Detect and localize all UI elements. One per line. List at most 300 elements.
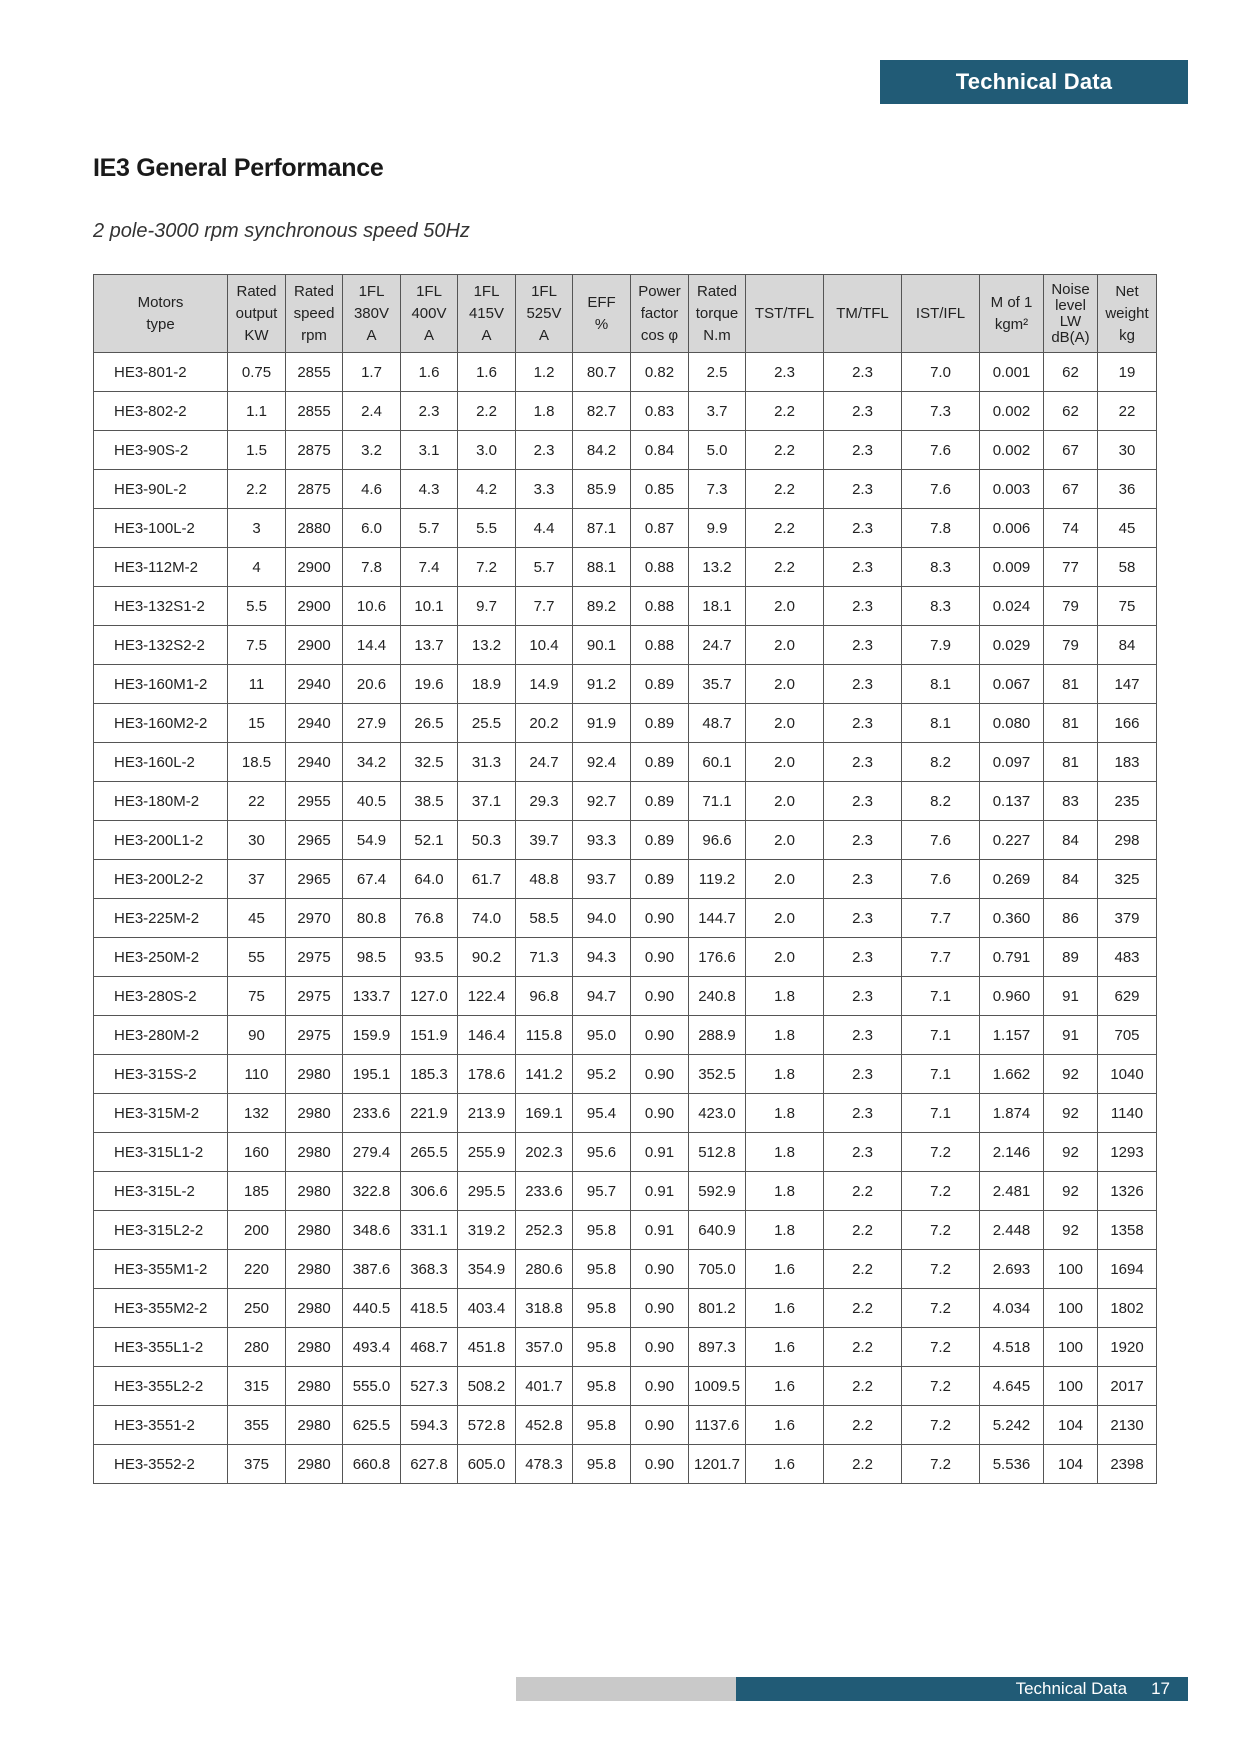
table-cell: 48.7	[689, 704, 746, 743]
table-cell: 2.0	[746, 860, 824, 899]
table-cell: 55	[228, 938, 286, 977]
page-title: IE3 General Performance	[93, 154, 384, 182]
table-cell: 7.8	[343, 548, 401, 587]
performance-table	[93, 274, 1157, 1484]
table-cell: 4.2	[458, 470, 516, 509]
table-cell: 95.0	[573, 1016, 631, 1055]
table-cell: 2940	[286, 704, 343, 743]
table-cell: 2965	[286, 821, 343, 860]
column-header-line: A	[481, 326, 492, 344]
table-cell: 45	[1098, 509, 1157, 548]
table-cell: 9.9	[689, 509, 746, 548]
table-cell: 104	[1044, 1406, 1098, 1445]
table-row	[94, 1445, 1157, 1484]
table-cell: 2.4	[343, 392, 401, 431]
column-header-line: 1FL	[531, 282, 557, 300]
table-cell: 80.7	[573, 353, 631, 392]
table-cell: 452.8	[516, 1406, 573, 1445]
table-cell: 348.6	[343, 1211, 401, 1250]
table-cell: 1.8	[746, 1133, 824, 1172]
table-cell: 2.3	[824, 860, 902, 899]
table-cell: 89.2	[573, 587, 631, 626]
table-cell: 250	[228, 1289, 286, 1328]
table-cell: 45	[228, 899, 286, 938]
table-cell: 185.3	[401, 1055, 458, 1094]
table-cell: 2875	[286, 431, 343, 470]
footer-bar	[736, 1677, 1188, 1701]
table-cell: 3.1	[401, 431, 458, 470]
table-cell: 7.5	[228, 626, 286, 665]
table-cell: 0.89	[631, 743, 689, 782]
table-cell: 8.1	[902, 704, 980, 743]
table-cell: 92	[1044, 1211, 1098, 1250]
table-cell: 93.7	[573, 860, 631, 899]
table-cell: 76.8	[401, 899, 458, 938]
table-cell: 1.7	[343, 353, 401, 392]
table-cell: 104	[1044, 1445, 1098, 1484]
table-cell: 235	[1098, 782, 1157, 821]
motor-type-cell: HE3-100L-2	[94, 509, 228, 548]
column-header-line: IST/IFL	[915, 304, 966, 322]
table-row	[94, 1094, 1157, 1133]
table-row	[94, 1406, 1157, 1445]
motor-type-cell: HE3-280M-2	[94, 1016, 228, 1055]
table-cell: 7.1	[902, 1055, 980, 1094]
footer-label: Technical Data	[1015, 1679, 1128, 1698]
table-cell: 7.7	[902, 938, 980, 977]
table-cell: 368.3	[401, 1250, 458, 1289]
table-cell: 508.2	[458, 1367, 516, 1406]
table-cell: 2.0	[746, 743, 824, 782]
table-cell: 2970	[286, 899, 343, 938]
table-cell: 2.2	[824, 1211, 902, 1250]
table-cell: 0.227	[980, 821, 1044, 860]
table-cell: 74	[1044, 509, 1098, 548]
table-cell: 0.90	[631, 938, 689, 977]
table-cell: 122.4	[458, 977, 516, 1016]
table-cell: 4.034	[980, 1289, 1044, 1328]
table-cell: 84	[1098, 626, 1157, 665]
table-cell: 252.3	[516, 1211, 573, 1250]
table-cell: 110	[228, 1055, 286, 1094]
table-cell: 2.3	[746, 353, 824, 392]
table-cell: 133.7	[343, 977, 401, 1016]
column-header-line: type	[146, 315, 175, 333]
table-cell: 93.5	[401, 938, 458, 977]
column-header-line: M of 1	[990, 293, 1033, 311]
table-cell: 8.3	[902, 587, 980, 626]
table-cell: 2.2	[228, 470, 286, 509]
table-cell: 2.3	[824, 1055, 902, 1094]
column-header-line: TST/TFL	[754, 304, 815, 322]
table-cell: 75	[1098, 587, 1157, 626]
table-cell: 92	[1044, 1172, 1098, 1211]
table-cell: 132	[228, 1094, 286, 1133]
table-cell: 0.90	[631, 1328, 689, 1367]
motor-type-cell: HE3-355L1-2	[94, 1328, 228, 1367]
table-cell: 2.0	[746, 626, 824, 665]
table-cell: 7.2	[902, 1172, 980, 1211]
table-cell: 3	[228, 509, 286, 548]
table-cell: 7.6	[902, 431, 980, 470]
table-cell: 1.8	[516, 392, 573, 431]
column-header-line: 525V	[526, 304, 562, 322]
column-header-line: %	[594, 315, 609, 333]
table-cell: 147	[1098, 665, 1157, 704]
table-cell: 627.8	[401, 1445, 458, 1484]
table-cell: 2855	[286, 353, 343, 392]
table-cell: 2980	[286, 1211, 343, 1250]
table-cell: 60.1	[689, 743, 746, 782]
table-cell: 2.3	[824, 1094, 902, 1133]
column-header-line: speed	[293, 304, 335, 322]
table-cell: 54.9	[343, 821, 401, 860]
table-cell: 90.1	[573, 626, 631, 665]
table-cell: 2900	[286, 587, 343, 626]
table-cell: 2.2	[824, 1289, 902, 1328]
table-cell: 605.0	[458, 1445, 516, 1484]
table-cell: 91	[1044, 1016, 1098, 1055]
table-cell: 640.9	[689, 1211, 746, 1250]
table-cell: 7.2	[902, 1250, 980, 1289]
column-header-line: output	[235, 304, 278, 322]
table-cell: 81	[1044, 665, 1098, 704]
table-cell: 100	[1044, 1289, 1098, 1328]
table-cell: 27.9	[343, 704, 401, 743]
table-cell: 38.5	[401, 782, 458, 821]
table-row	[94, 1016, 1157, 1055]
table-cell: 2940	[286, 665, 343, 704]
table-cell: 52.1	[401, 821, 458, 860]
column-header-line: Rated	[236, 282, 277, 300]
table-cell: 0.91	[631, 1172, 689, 1211]
table-cell: 98.5	[343, 938, 401, 977]
motor-type-cell: HE3-225M-2	[94, 899, 228, 938]
header-row	[94, 275, 1157, 353]
table-cell: 50.3	[458, 821, 516, 860]
table-cell: 19	[1098, 353, 1157, 392]
table-cell: 7.6	[902, 860, 980, 899]
table-cell: 0.87	[631, 509, 689, 548]
table-cell: 403.4	[458, 1289, 516, 1328]
table-cell: 1.6	[746, 1406, 824, 1445]
table-cell: 84	[1044, 821, 1098, 860]
table-cell: 705.0	[689, 1250, 746, 1289]
column-header-line: KW	[244, 326, 269, 344]
table-cell: 1293	[1098, 1133, 1157, 1172]
table-cell: 0.89	[631, 704, 689, 743]
table-cell: 94.3	[573, 938, 631, 977]
table-cell: 7.1	[902, 977, 980, 1016]
table-row	[94, 1211, 1157, 1250]
table-cell: 306.6	[401, 1172, 458, 1211]
table-cell: 4.645	[980, 1367, 1044, 1406]
table-cell: 357.0	[516, 1328, 573, 1367]
table-cell: 84.2	[573, 431, 631, 470]
column-header-line: level	[1055, 296, 1086, 314]
table-cell: 0.006	[980, 509, 1044, 548]
table-cell: 2.3	[824, 938, 902, 977]
table-cell: 279.4	[343, 1133, 401, 1172]
table-cell: 2900	[286, 548, 343, 587]
table-cell: 2980	[286, 1172, 343, 1211]
motor-type-cell: HE3-280S-2	[94, 977, 228, 1016]
table-cell: 555.0	[343, 1367, 401, 1406]
table-cell: 352.5	[689, 1055, 746, 1094]
table-cell: 2.3	[824, 665, 902, 704]
table-cell: 22	[228, 782, 286, 821]
column-header	[343, 275, 401, 353]
table-cell: 5.242	[980, 1406, 1044, 1445]
table-cell: 572.8	[458, 1406, 516, 1445]
table-cell: 24.7	[689, 626, 746, 665]
table-cell: 0.75	[228, 353, 286, 392]
table-cell: 2.3	[824, 353, 902, 392]
table-cell: 1140	[1098, 1094, 1157, 1133]
table-cell: 2.2	[824, 1406, 902, 1445]
table-row	[94, 548, 1157, 587]
table-cell: 176.6	[689, 938, 746, 977]
table-cell: 95.7	[573, 1172, 631, 1211]
table-cell: 31.3	[458, 743, 516, 782]
table-cell: 2017	[1098, 1367, 1157, 1406]
table-cell: 74.0	[458, 899, 516, 938]
column-header-line: 1FL	[416, 282, 442, 300]
table-cell: 79	[1044, 587, 1098, 626]
table-cell: 92	[1044, 1133, 1098, 1172]
table-cell: 92	[1044, 1055, 1098, 1094]
table-cell: 30	[1098, 431, 1157, 470]
table-cell: 200	[228, 1211, 286, 1250]
table-cell: 2980	[286, 1445, 343, 1484]
motor-type-cell: HE3-112M-2	[94, 548, 228, 587]
table-cell: 75	[228, 977, 286, 1016]
table-row	[94, 743, 1157, 782]
table-cell: 401.7	[516, 1367, 573, 1406]
table-cell: 0.88	[631, 626, 689, 665]
motor-type-cell: HE3-200L2-2	[94, 860, 228, 899]
table-cell: 82.7	[573, 392, 631, 431]
table-cell: 478.3	[516, 1445, 573, 1484]
table-cell: 379	[1098, 899, 1157, 938]
table-cell: 37.1	[458, 782, 516, 821]
table-cell: 2980	[286, 1367, 343, 1406]
column-header-line: rpm	[301, 326, 327, 344]
table-cell: 39.7	[516, 821, 573, 860]
table-cell: 0.83	[631, 392, 689, 431]
table-cell: 7.6	[902, 470, 980, 509]
table-cell: 2975	[286, 977, 343, 1016]
column-header-line: Noise	[1051, 280, 1090, 298]
table-cell: 2855	[286, 392, 343, 431]
table-row	[94, 353, 1157, 392]
table-cell: 62	[1044, 353, 1098, 392]
table-cell: 2.693	[980, 1250, 1044, 1289]
table-cell: 4.3	[401, 470, 458, 509]
table-cell: 0.960	[980, 977, 1044, 1016]
table-cell: 96.6	[689, 821, 746, 860]
table-cell: 2.3	[824, 509, 902, 548]
motor-type-cell: HE3-315L2-2	[94, 1211, 228, 1250]
table-cell: 2.2	[824, 1367, 902, 1406]
column-header	[401, 275, 458, 353]
section-badge: Technical Data	[880, 60, 1188, 104]
table-cell: 2.0	[746, 587, 824, 626]
table-cell: 178.6	[458, 1055, 516, 1094]
motor-type-cell: HE3-160M2-2	[94, 704, 228, 743]
table-cell: 15	[228, 704, 286, 743]
column-header-line: factor	[640, 304, 679, 322]
table-cell: 483	[1098, 938, 1157, 977]
table-cell: 127.0	[401, 977, 458, 1016]
table-cell: 2130	[1098, 1406, 1157, 1445]
table-cell: 2980	[286, 1094, 343, 1133]
table-row	[94, 1055, 1157, 1094]
page-number: 17	[1151, 1679, 1170, 1698]
table-cell: 6.0	[343, 509, 401, 548]
column-header	[573, 275, 631, 353]
table-cell: 2.2	[746, 548, 824, 587]
table-cell: 355	[228, 1406, 286, 1445]
motor-type-cell: HE3-355M1-2	[94, 1250, 228, 1289]
motor-type-cell: HE3-3552-2	[94, 1445, 228, 1484]
motor-type-cell: HE3-315L-2	[94, 1172, 228, 1211]
table-cell: 2.0	[746, 938, 824, 977]
table-cell: 4.6	[343, 470, 401, 509]
table-cell: 32.5	[401, 743, 458, 782]
table-cell: 660.8	[343, 1445, 401, 1484]
table-cell: 625.5	[343, 1406, 401, 1445]
table-row	[94, 1367, 1157, 1406]
table-cell: 325	[1098, 860, 1157, 899]
table-cell: 80.8	[343, 899, 401, 938]
column-header-line: torque	[695, 304, 739, 322]
table-cell: 1920	[1098, 1328, 1157, 1367]
table-cell: 2.3	[824, 743, 902, 782]
column-header	[94, 275, 228, 353]
table-cell: 71.3	[516, 938, 573, 977]
table-cell: 2.3	[824, 470, 902, 509]
motor-type-cell: HE3-801-2	[94, 353, 228, 392]
table-cell: 2955	[286, 782, 343, 821]
table-cell: 95.8	[573, 1367, 631, 1406]
page-subtitle: 2 pole-3000 rpm synchronous speed 50Hz	[93, 220, 470, 242]
table-cell: 115.8	[516, 1016, 573, 1055]
motor-type-cell: HE3-315S-2	[94, 1055, 228, 1094]
table-cell: 1.6	[401, 353, 458, 392]
table-cell: 35.7	[689, 665, 746, 704]
table-cell: 0.89	[631, 821, 689, 860]
table-cell: 0.90	[631, 1016, 689, 1055]
table-cell: 2880	[286, 509, 343, 548]
table-cell: 18.1	[689, 587, 746, 626]
table-cell: 2.3	[824, 587, 902, 626]
table-cell: 0.90	[631, 899, 689, 938]
table-row	[94, 587, 1157, 626]
table-cell: 2.3	[401, 392, 458, 431]
table-cell: 0.89	[631, 860, 689, 899]
table-cell: 67	[1044, 431, 1098, 470]
table-cell: 2980	[286, 1055, 343, 1094]
table-cell: 221.9	[401, 1094, 458, 1133]
table-cell: 233.6	[343, 1094, 401, 1133]
table-cell: 280.6	[516, 1250, 573, 1289]
table-cell: 92.4	[573, 743, 631, 782]
column-header-line: EFF	[587, 293, 616, 311]
table-cell: 22	[1098, 392, 1157, 431]
table-cell: 1.6	[746, 1445, 824, 1484]
column-header	[824, 275, 902, 353]
table-cell: 18.9	[458, 665, 516, 704]
table-cell: 100	[1044, 1250, 1098, 1289]
table-cell: 18.5	[228, 743, 286, 782]
table-cell: 2980	[286, 1250, 343, 1289]
table-cell: 94.7	[573, 977, 631, 1016]
table-row	[94, 704, 1157, 743]
table-cell: 151.9	[401, 1016, 458, 1055]
table-cell: 2398	[1098, 1445, 1157, 1484]
motor-type-cell: HE3-160L-2	[94, 743, 228, 782]
table-row	[94, 1328, 1157, 1367]
table-cell: 801.2	[689, 1289, 746, 1328]
table-cell: 2.0	[746, 899, 824, 938]
table-cell: 90.2	[458, 938, 516, 977]
table-cell: 1009.5	[689, 1367, 746, 1406]
table-cell: 144.7	[689, 899, 746, 938]
table-cell: 7.2	[458, 548, 516, 587]
table-cell: 322.8	[343, 1172, 401, 1211]
table-cell: 7.4	[401, 548, 458, 587]
table-cell: 1201.7	[689, 1445, 746, 1484]
table-cell: 2980	[286, 1289, 343, 1328]
column-header-line: kg	[1119, 326, 1135, 344]
table-cell: 288.9	[689, 1016, 746, 1055]
table-cell: 2.3	[824, 1133, 902, 1172]
table-cell: 2875	[286, 470, 343, 509]
table-cell: 2.3	[516, 431, 573, 470]
table-cell: 0.009	[980, 548, 1044, 587]
table-cell: 1040	[1098, 1055, 1157, 1094]
table-cell: 468.7	[401, 1328, 458, 1367]
table-cell: 4.518	[980, 1328, 1044, 1367]
table-cell: 169.1	[516, 1094, 573, 1133]
table-cell: 1.8	[746, 1211, 824, 1250]
table-cell: 95.8	[573, 1445, 631, 1484]
motor-type-cell: HE3-132S2-2	[94, 626, 228, 665]
table-cell: 5.5	[458, 509, 516, 548]
table-cell: 2.3	[824, 899, 902, 938]
table-cell: 89	[1044, 938, 1098, 977]
table-cell: 0.90	[631, 1367, 689, 1406]
column-header	[286, 275, 343, 353]
table-cell: 7.9	[902, 626, 980, 665]
column-header-line: 1FL	[473, 282, 500, 300]
table-cell: 1.8	[746, 977, 824, 1016]
table-cell: 83	[1044, 782, 1098, 821]
column-header-line: Motors	[137, 293, 184, 311]
table-cell: 0.002	[980, 392, 1044, 431]
table-cell: 93.3	[573, 821, 631, 860]
table-cell: 0.90	[631, 977, 689, 1016]
table-cell: 14.4	[343, 626, 401, 665]
table-row	[94, 1250, 1157, 1289]
table-cell: 1694	[1098, 1250, 1157, 1289]
table-cell: 166	[1098, 704, 1157, 743]
table-cell: 0.269	[980, 860, 1044, 899]
table-cell: 2.0	[746, 704, 824, 743]
table-cell: 2.3	[824, 392, 902, 431]
table-cell: 13.2	[689, 548, 746, 587]
